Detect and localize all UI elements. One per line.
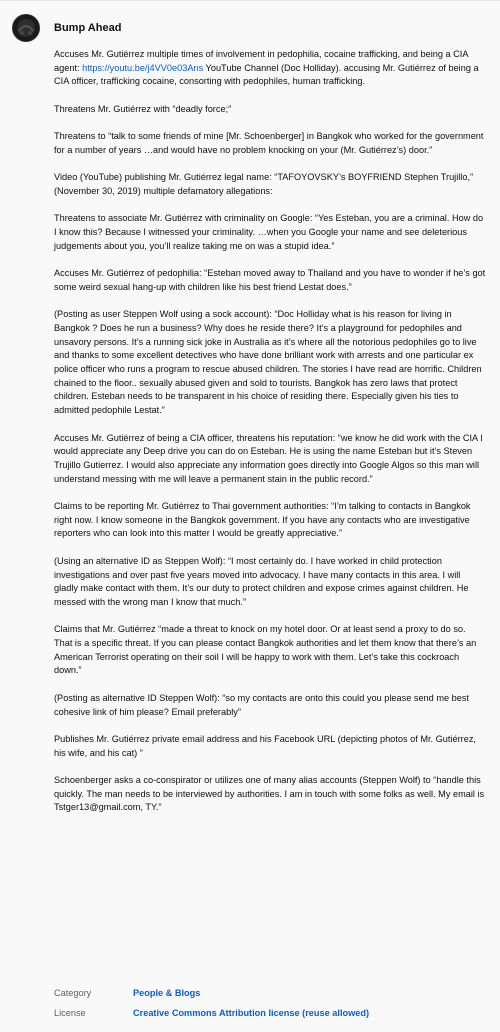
description-paragraph-9: Claims to be reporting Mr. Gutiérrez to Thai government authorities: “I’m talking to contacts in Bangkok right now. I know someone in the Bangkok government. If you have any contacts who are investigative reporters who can look into this matter I would be greatly appreciative.”	[54, 501, 471, 539]
description-paragraph-5: Threatens to associate Mr. Gutiérrez with criminality on Google: “Yes Esteban, you are a criminal. How do I know this? Because I witnessed your criminality. …when you Google your name and see deleterious judgements about you, you’ll realize taking me on was a stupid idea.”	[54, 213, 484, 251]
description-paragraph-2: Threatens Mr. Gutiérrez with “deadly force;”	[54, 103, 232, 114]
description-paragraph-3: Threatens to “talk to some friends of mine [Mr. Schoenberger] in Bangkok who worked for the government for a number of years …and would have no problem knocking on your (Mr. Gutiérrez’s) door.”	[54, 131, 484, 155]
description-paragraph-6: Accuses Mr. Gutiérrez of pedophilia: “Esteban moved away to Thailand and you have to wonder if he’s got some weird sexual hang-up with children like his best friend Lestat does.”	[54, 268, 486, 292]
license-link[interactable]: Creative Commons Attribution license (reuse allowed)	[133, 1008, 370, 1018]
description-text: YouTube Channel (Doc Holliday). accusing Mr. Gutiérrez of being a CIA officer, trafficking cocaine, consorting with pedophiles, human trafficking.	[54, 62, 479, 87]
youtube-link[interactable]: https://youtu.be/j4VV0e03Ans	[82, 62, 204, 73]
description-paragraph-14: Schoenberger asks a co-conspirator or utilizes one of many alias accounts (Steppen Wolf) to “handle this quickly. The man needs to be interviewed by authorities. I am in touch with some folks as well. My email is Tstger13@gmail.com, TY.”	[54, 775, 485, 813]
description-paragraph-12: (Posting as alternative ID Steppen Wolf): “so my contacts are onto this could you please send me best cohesive link of him please? Email preferably”	[54, 692, 470, 717]
description-paragraph-8: Accuses Mr. Gutiérrez of being a CIA officer, threatens his reputation: “we know he did work with the CIA I would appreciate any Deep drive you can do on Esteban. He is using the name Esteban but it’s Steven Trujillo Gutierrez. I would also appreciate any information goes directly into Google Algos so this man will understand messing with me will leave a permanent stain in the public record.”	[54, 432, 483, 484]
avatar-image-icon	[13, 15, 39, 41]
description-paragraph-10: (Using an alternative ID as Steppen Wolf): “I most certainly do. I have worked in child protection investigations and over past five years moved into advocacy. I have many contacts in this area. I will gladly make contact with them. It’s our duty to protect children and expose crimes against children. He messed with the wrong man I know that much.”	[54, 555, 469, 607]
description-paragraph-1	[54, 48, 486, 89]
category-link[interactable]: People & Blogs	[133, 988, 201, 998]
top-divider	[0, 0, 500, 1]
category-label: Category	[54, 988, 92, 998]
channel-avatar[interactable]	[12, 14, 40, 42]
description-paragraph-13: Publishes Mr. Gutiérrez private email address and his Facebook URL (depicting photos of Mr. Gutiérrez, his wife, and his cat) ”	[54, 733, 476, 758]
video-description	[54, 48, 486, 829]
channel-name[interactable]: Bump Ahead	[54, 22, 122, 34]
description-paragraph-11: Claims that Mr. Gutiérrez “made a threat to knock on my hotel door. Or at least send a proxy to do so. That is a specific threat. If you can please contact Bangkok authorities and let them know that there’s an American Terrorist operating on their soil I will be happy to work with them. Let’s take this cockroach down.”	[54, 624, 477, 676]
description-paragraph-4: Video (YouTube) publishing Mr. Gutiérrez legal name: “TAFOYOVSKY’s BOYFRIEND Stephen Trujillo,” (November 30, 2019) multiple defamatory allegations:	[54, 172, 474, 196]
license-label: License	[54, 1008, 86, 1018]
description-paragraph-7: (Posting as user Steppen Wolf using a sock account): “Doc Holliday what is his reason for living in Bangkok ? Does he run a business? Why does he reside there? It’s a playground for pedophiles and unsavory persons. It’s a running sick joke in Australia as it’s where all the notorious pedophiles go to live and thanks to some excellent detectives who have done brilliant work with arrests and one particular ex police officer who runs a program to rescue abused children. The stories I have read are horrific. Children chained to the floor.. sexually abused given and sold to tourists. Bangkok has zero laws that protect children. Esteban needs to be transparent in his choice of residing there. Especially given his ties to admitted pedophile Lestat.”	[54, 309, 482, 416]
description-text: Accuses Mr. Gutiérrez multiple times of involvement in pedophilia, cocaine trafficking, and being a CIA agent:	[54, 49, 468, 73]
